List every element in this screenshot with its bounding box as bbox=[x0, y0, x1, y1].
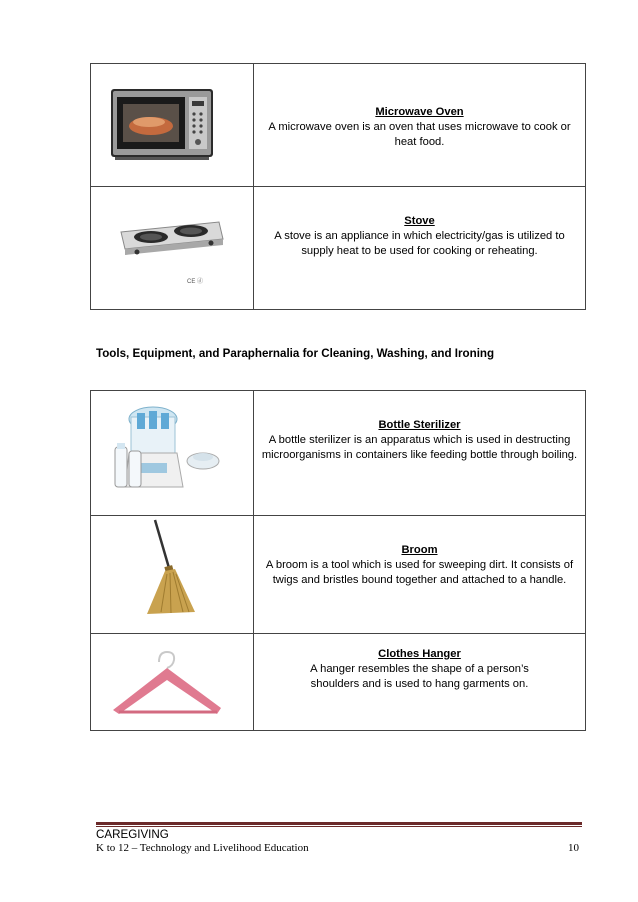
microwave-oven-image bbox=[91, 64, 253, 186]
item-description: A hanger resembles the shape of a person’s shoulders and is used to hang garments on. bbox=[310, 663, 529, 690]
table-row bbox=[91, 516, 586, 634]
electric-stove-image bbox=[91, 187, 253, 309]
description-cell bbox=[254, 516, 586, 634]
page-number: 10 bbox=[568, 842, 579, 854]
item-name: Microwave Oven bbox=[375, 106, 464, 118]
section-title: Tools, Equipment, and Paraphernalia for Cleaning, Washing, and Ironing bbox=[96, 347, 495, 360]
svg-text:CE ⓓ: CE ⓓ bbox=[187, 279, 204, 285]
item-description: A microwave oven is an oven that uses microwave to cook or heat food. bbox=[268, 121, 571, 148]
item-name: Clothes Hanger bbox=[378, 648, 461, 660]
image-cell bbox=[91, 516, 254, 634]
table-row bbox=[91, 187, 586, 310]
description-cell bbox=[254, 634, 586, 731]
appliance-table-1 bbox=[90, 63, 586, 310]
item-description: A broom is a tool which is used for sweeping dirt. It consists of twigs and bristles bound together and attached to a handle. bbox=[265, 559, 574, 586]
item-description: A bottle sterilizer is an apparatus which is used in destructing microorganisms in containers like feeding bottle through boiling. bbox=[261, 434, 578, 461]
footer-divider bbox=[96, 822, 582, 825]
appliance-table-2 bbox=[90, 390, 586, 731]
footer-divider-thin bbox=[96, 826, 582, 827]
image-cell bbox=[91, 391, 254, 516]
image-cell bbox=[91, 64, 254, 187]
image-cell bbox=[91, 634, 254, 731]
table-row bbox=[91, 64, 586, 187]
footer-subtitle: K to 12 – Technology and Livelihood Education bbox=[96, 842, 309, 854]
item-description: A stove is an appliance in which electricity/gas is utilized to supply heat to be used for cooking or reheating. bbox=[274, 230, 565, 257]
image-cell bbox=[91, 187, 254, 310]
broom-image bbox=[91, 516, 253, 633]
footer-org: CAREGIVING bbox=[96, 828, 169, 841]
clothes-hanger-image bbox=[91, 634, 253, 730]
table-row bbox=[91, 391, 586, 516]
description-cell bbox=[254, 391, 586, 516]
description-cell bbox=[254, 187, 586, 310]
item-name: Stove bbox=[404, 215, 435, 227]
item-name: Broom bbox=[401, 544, 438, 556]
table-row bbox=[91, 634, 586, 731]
item-name: Bottle Sterilizer bbox=[378, 419, 461, 431]
description-cell bbox=[254, 64, 586, 187]
bottle-sterilizer-image bbox=[91, 391, 253, 515]
